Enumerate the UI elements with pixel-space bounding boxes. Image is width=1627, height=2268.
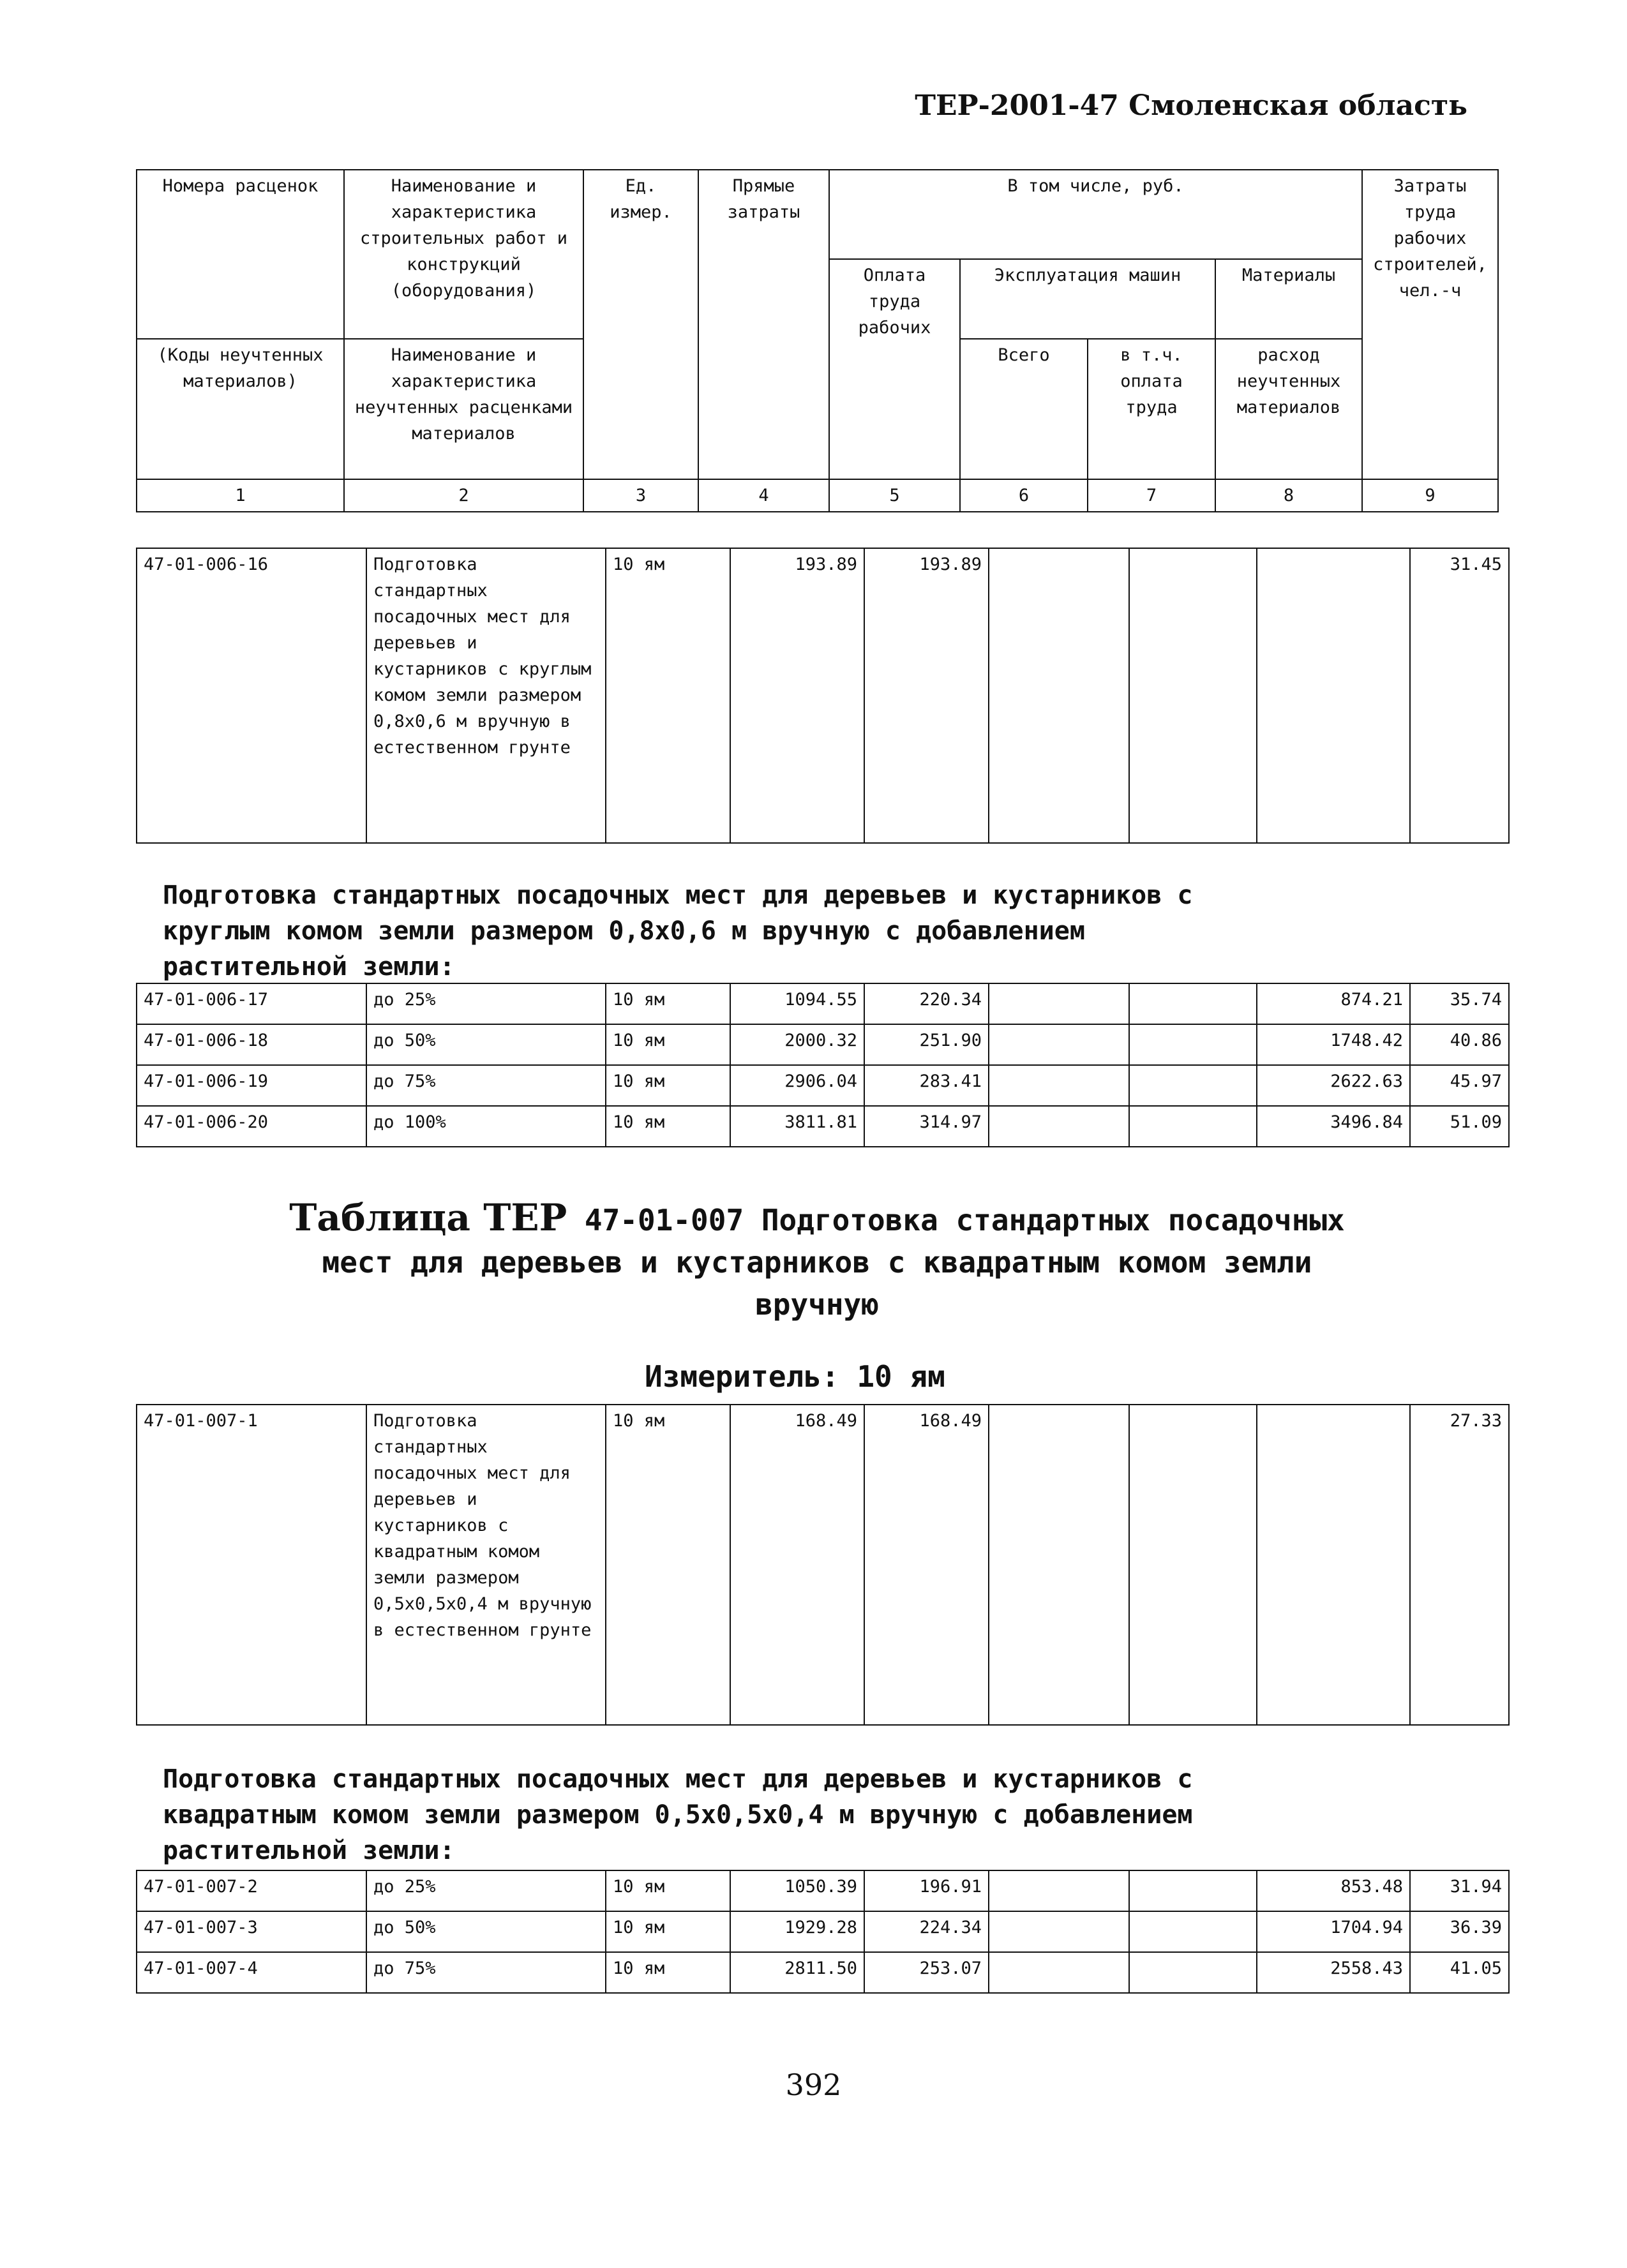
rate-labor-hours: 31.94 <box>1410 1870 1509 1911</box>
rate-unit: 10 ям <box>606 1952 730 1993</box>
rate-direct-costs: 193.89 <box>730 548 864 843</box>
table-title-rest: 47-01-007 Подготовка стандартных посадочных <box>584 1203 1345 1237</box>
rate-table-007-1 <box>136 1404 1510 1726</box>
header-labor-pay: Оплата труда рабочих <box>829 259 960 479</box>
table-row <box>137 1952 1509 1993</box>
rate-labor-hours: 41.05 <box>1410 1952 1509 1993</box>
rate-name: Подготовка стандартных посадочных мест для деревьев и кустарников с круглым комом земли размером 0,8х0,6 м вручную в естественном грунте <box>366 548 606 843</box>
rate-name: до 75% <box>366 1065 606 1106</box>
header-number: 5 <box>829 479 960 512</box>
rate-code: 47-01-007-1 <box>137 1405 366 1725</box>
rate-machines <box>989 1870 1129 1911</box>
rate-machines-labor <box>1129 1911 1257 1952</box>
header-material-name: Наименование и характеристика неучтенных расценками материалов <box>344 339 583 479</box>
rate-materials: 2622.63 <box>1257 1065 1410 1106</box>
rate-name: до 100% <box>366 1106 606 1147</box>
header-labor-hours: Затраты труда рабочих строителей, чел.-ч <box>1362 170 1498 479</box>
rate-machines-labor <box>1129 1106 1257 1147</box>
header-codes: Номера расценок <box>137 170 344 339</box>
header-material-usage: расход неучтенных материалов <box>1215 339 1362 479</box>
rate-code: 47-01-006-19 <box>137 1065 366 1106</box>
rate-code: 47-01-006-17 <box>137 983 366 1024</box>
table-row <box>137 983 1509 1024</box>
header-number: 6 <box>960 479 1088 512</box>
rate-labor-pay: 253.07 <box>864 1952 989 1993</box>
rate-materials <box>1257 548 1410 843</box>
rate-labor-hours: 35.74 <box>1410 983 1509 1024</box>
rate-labor-hours: 51.09 <box>1410 1106 1509 1147</box>
rate-direct-costs: 1929.28 <box>730 1911 864 1952</box>
rate-name: до 25% <box>366 1870 606 1911</box>
rate-table-006-16 <box>136 548 1510 844</box>
rate-direct-costs: 1050.39 <box>730 1870 864 1911</box>
table-row <box>137 1405 1509 1725</box>
rate-unit: 10 ям <box>606 548 730 843</box>
rate-code: 47-01-007-2 <box>137 1870 366 1911</box>
rate-machines <box>989 548 1129 843</box>
rate-direct-costs: 2811.50 <box>730 1952 864 1993</box>
table-title-label: Таблица ТЕР <box>289 1196 567 1239</box>
table-title-line1 <box>191 1197 1443 1241</box>
rate-table-007-2-4 <box>136 1870 1510 1994</box>
column-header-table <box>136 169 1499 512</box>
rate-labor-hours: 27.33 <box>1410 1405 1509 1725</box>
rate-labor-pay: 251.90 <box>864 1024 989 1065</box>
header-including: В том числе, руб. <box>829 170 1362 259</box>
rate-machines-labor <box>1129 1952 1257 1993</box>
rate-labor-hours: 40.86 <box>1410 1024 1509 1065</box>
rate-labor-pay: 220.34 <box>864 983 989 1024</box>
rate-code: 47-01-007-4 <box>137 1952 366 1993</box>
header-direct-costs: Прямые затраты <box>698 170 829 479</box>
header-number: 7 <box>1088 479 1215 512</box>
rate-code: 47-01-006-20 <box>137 1106 366 1147</box>
header-number: 8 <box>1215 479 1362 512</box>
rate-code: 47-01-007-3 <box>137 1911 366 1952</box>
rate-labor-pay: 283.41 <box>864 1065 989 1106</box>
rate-direct-costs: 168.49 <box>730 1405 864 1725</box>
rate-machines-labor <box>1129 1405 1257 1725</box>
table-title-line2: мест для деревьев и кустарников с квадратным комом земли <box>322 1245 1312 1279</box>
rate-machines <box>989 1065 1129 1106</box>
header-machines-labor: в т.ч. оплата труда <box>1088 339 1215 479</box>
header-number: 2 <box>344 479 583 512</box>
page-header: ТЕР-2001-47 Смоленская область <box>915 89 1467 122</box>
rate-machines <box>989 1911 1129 1952</box>
rate-materials: 3496.84 <box>1257 1106 1410 1147</box>
header-machines: Эксплуатация машин <box>960 259 1215 339</box>
rate-machines <box>989 1024 1129 1065</box>
header-number: 9 <box>1362 479 1498 512</box>
header-unit: Ед. измер. <box>583 170 698 479</box>
header-materials: Материалы <box>1215 259 1362 339</box>
header-material-codes: (Коды неучтенных материалов) <box>137 339 344 479</box>
rate-direct-costs: 1094.55 <box>730 983 864 1024</box>
rate-direct-costs: 2906.04 <box>730 1065 864 1106</box>
rate-direct-costs: 2000.32 <box>730 1024 864 1065</box>
rate-unit: 10 ям <box>606 983 730 1024</box>
rate-unit: 10 ям <box>606 1065 730 1106</box>
rate-machines-labor <box>1129 548 1257 843</box>
table-row <box>137 1106 1509 1147</box>
rate-labor-pay: 314.97 <box>864 1106 989 1147</box>
rate-machines-labor <box>1129 1065 1257 1106</box>
rate-table-006-17-20 <box>136 983 1510 1147</box>
rate-materials: 1704.94 <box>1257 1911 1410 1952</box>
rate-unit: 10 ям <box>606 1024 730 1065</box>
rate-labor-pay: 196.91 <box>864 1870 989 1911</box>
table-title-line3: вручную <box>755 1287 879 1322</box>
rate-machines <box>989 1106 1129 1147</box>
header-number: 4 <box>698 479 829 512</box>
rate-machines-labor <box>1129 1870 1257 1911</box>
rate-name: до 50% <box>366 1024 606 1065</box>
rate-name: Подготовка стандартных посадочных мест для деревьев и кустарников с квадратным комом земли размером 0,5х0,5х0,4 м вручную в естественном грунте <box>366 1405 606 1725</box>
rate-unit: 10 ям <box>606 1405 730 1725</box>
rate-materials: 874.21 <box>1257 983 1410 1024</box>
rate-materials: 853.48 <box>1257 1870 1410 1911</box>
rate-machines-labor <box>1129 1024 1257 1065</box>
rate-materials: 2558.43 <box>1257 1952 1410 1993</box>
rate-labor-hours: 36.39 <box>1410 1911 1509 1952</box>
section-caption: Подготовка стандартных посадочных мест для деревьев и кустарников с круглым комом земли размером 0,8х0,6 м вручную с добавлением растительной земли: <box>163 881 1193 981</box>
header-number: 3 <box>583 479 698 512</box>
page-number: 392 <box>785 2068 842 2102</box>
table-row <box>137 1065 1509 1106</box>
table-row <box>137 548 1509 843</box>
rate-machines <box>989 983 1129 1024</box>
header-machines-total: Всего <box>960 339 1088 479</box>
rate-code: 47-01-006-16 <box>137 548 366 843</box>
rate-direct-costs: 3811.81 <box>730 1106 864 1147</box>
rate-labor-pay: 193.89 <box>864 548 989 843</box>
table-row <box>137 1911 1509 1952</box>
rate-materials <box>1257 1405 1410 1725</box>
meter-label: Измеритель: 10 ям <box>645 1359 945 1394</box>
table-row <box>137 1024 1509 1065</box>
rate-machines <box>989 1952 1129 1993</box>
rate-labor-pay: 224.34 <box>864 1911 989 1952</box>
rate-unit: 10 ям <box>606 1911 730 1952</box>
rate-machines <box>989 1405 1129 1725</box>
section-caption: Подготовка стандартных посадочных мест для деревьев и кустарников с квадратным комом земли размером 0,5х0,5х0,4 м вручную с добавлением растительной земли: <box>163 1764 1193 1865</box>
rate-name: до 50% <box>366 1911 606 1952</box>
header-name: Наименование и характеристика строительных работ и конструкций (оборудования) <box>344 170 583 339</box>
header-number: 1 <box>137 479 344 512</box>
rate-materials: 1748.42 <box>1257 1024 1410 1065</box>
rate-labor-hours: 45.97 <box>1410 1065 1509 1106</box>
rate-labor-hours: 31.45 <box>1410 548 1509 843</box>
rate-name: до 25% <box>366 983 606 1024</box>
rate-machines-labor <box>1129 983 1257 1024</box>
rate-unit: 10 ям <box>606 1870 730 1911</box>
table-title <box>191 1197 1443 1325</box>
table-row <box>137 1870 1509 1911</box>
rate-labor-pay: 168.49 <box>864 1405 989 1725</box>
rate-code: 47-01-006-18 <box>137 1024 366 1065</box>
rate-unit: 10 ям <box>606 1106 730 1147</box>
rate-name: до 75% <box>366 1952 606 1993</box>
